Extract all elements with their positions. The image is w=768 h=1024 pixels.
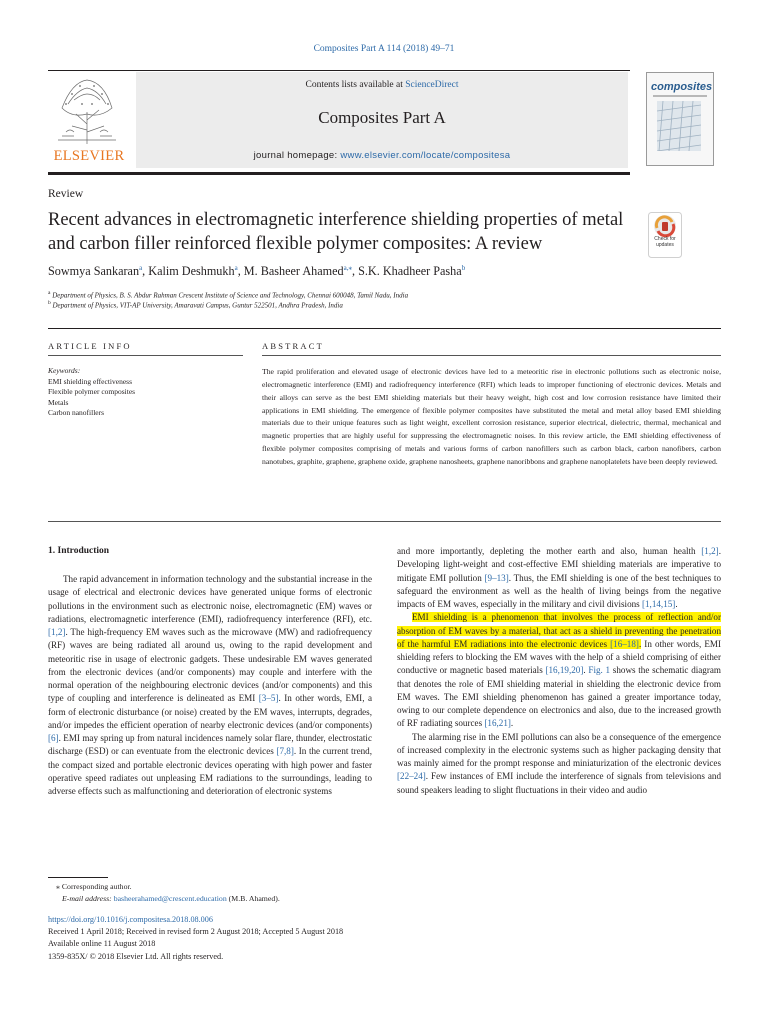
- text-run: .: [675, 599, 678, 609]
- front-matter-rule: [48, 328, 721, 329]
- contents-prefix: Contents lists available at: [305, 80, 406, 90]
- author-affiliation-marker[interactable]: a: [139, 264, 143, 272]
- abstract-rule: [262, 355, 721, 356]
- affiliation-a-marker: a: [48, 290, 51, 296]
- author-separator: ,: [237, 264, 244, 279]
- cover-subtitle-bar: [653, 95, 707, 97]
- text-run: .: [583, 665, 589, 676]
- citation-link[interactable]: [6]: [48, 733, 59, 743]
- header-bottom-rule: [48, 172, 630, 175]
- keywords-block: [48, 366, 243, 419]
- journal-homepage-line: [136, 150, 628, 161]
- author-affiliation-marker[interactable]: a: [234, 264, 238, 272]
- citation-link[interactable]: [22–24]: [397, 771, 426, 782]
- citation-link[interactable]: [1,2]: [48, 627, 66, 637]
- doi-link[interactable]: https://doi.org/10.1016/j.compositesa.2018.08.006: [48, 915, 213, 924]
- text-run: shows the schematic diagram that denotes the role of EMI shielding material in shielding the electronic device from EM waves. The EMI shielding phenomenon has gained a greater importance today, owing to our complete dependence on electronics and also, due to the increased growth of RF radiating sources: [397, 665, 721, 729]
- affiliation-a: [48, 290, 728, 299]
- author-affiliation-marker[interactable]: b: [461, 264, 466, 272]
- body-paragraph: [48, 573, 372, 798]
- citation-link[interactable]: [16–18]: [610, 638, 639, 649]
- header-top-rule: [48, 70, 630, 71]
- text-run: EMI shielding is a phenomenon that involves the process of reflection and/or absorption of EM waves by a material, that act as a shield in preventing the penetration of the harmful EM radiations into the electronic devices: [397, 612, 721, 649]
- text-run: . Thus, the EMI shielding is one of the best techniques to safeguard the environment as well as the health of living beings from the negative impacts of EM waves, especially in the military and civil divisions: [397, 572, 721, 609]
- paper-title: Recent advances in electromagnetic interference shielding properties of metal and carbon filler reinforced flexible polymer composites: A review: [48, 210, 624, 254]
- affiliation-b: [48, 300, 728, 309]
- journal-cover-image: [646, 72, 714, 166]
- author-name[interactable]: Sowmya Sankaran: [48, 264, 140, 279]
- text-run: . In other words, EMI, a form of electronic disturbance (or noise) created by the EM waves, interrupts, degrades, and/or impedes the efficient operation of nearby electronic devices (and/or components): [48, 693, 372, 730]
- author-name[interactable]: M. Basheer Ahamed: [243, 264, 344, 279]
- keyword-item: Carbon nanofillers: [48, 408, 105, 417]
- author-separator: ,: [352, 264, 359, 279]
- elsevier-wordmark: ELSEVIER: [53, 148, 125, 164]
- text-run: . EMI may spring up from natural incidences namely solar flare, thunder, electrostatic discharge (ESD) or can eventuate from the electronic devices: [48, 733, 372, 757]
- text-run: . Few instances of EMI include the interference of signals from televisions and sound speakers leading to slight fluctuations in their video and audio: [397, 771, 721, 795]
- author-name[interactable]: S.K. Khadheer Pasha: [358, 264, 462, 279]
- text-run: The rapid advancement in information technology and the substantial increase in the usage of electrical and electronic devices have generated unique forms of electronic pollutions in the environment such as electronic noise, electromagnetic (EM) waves or radiations, electromagnetic interference (EMI), radiofrequency interference (RFI), etc.: [48, 574, 372, 624]
- corresponding-author-note: ⁎ Corresponding author.: [56, 882, 132, 891]
- author-affiliation-marker[interactable]: a,⁎: [343, 264, 353, 272]
- affiliation-b-marker: b: [48, 300, 51, 306]
- text-run: . The high-frequency EM waves such as the microwave (MW) and radiofrequency (RF) waves are being radiated all around us, owing to the rapid development and meteoritic rise in usage of electronic gadgets. These undesirable EM waves generated from the electronic devices (and/or components) may couple and interfere with the normal operation of the neighbouring electronic devices (and/or components) and this type of coupling and interference is delineated as EMI: [48, 627, 372, 704]
- elsevier-logo: [48, 74, 128, 166]
- body-paragraph: [397, 545, 721, 611]
- check-for-updates-label[interactable]: Check for updates: [654, 236, 676, 248]
- body-paragraph: [397, 731, 721, 797]
- author-name[interactable]: Kalim Deshmukh: [148, 264, 235, 279]
- keywords-label: Keywords:: [48, 366, 81, 375]
- contents-line: [136, 80, 628, 90]
- affiliation-a-text: Department of Physics, B. S. Abdur Rahman Crescent Institute of Science and Technology, Chennai 600048, Tamil Nadu, India: [50, 291, 409, 300]
- elsevier-tree-icon: [52, 74, 122, 146]
- available-online-date: Available online 11 August 2018: [48, 939, 156, 949]
- article-type-label: Review: [48, 188, 84, 200]
- citation-link[interactable]: [16,19,20]: [545, 665, 584, 676]
- text-run: .: [510, 718, 514, 729]
- sciencedirect-link[interactable]: ScienceDirect: [405, 80, 459, 90]
- author-separator: ,: [142, 264, 149, 279]
- text-run: . Developing light-weight and cost-effective EMI shielding materials are imperative to mitigate EMI pollution: [397, 546, 721, 583]
- homepage-label: journal homepage:: [253, 150, 341, 161]
- citation-link[interactable]: [3–5]: [258, 693, 279, 704]
- citation-link[interactable]: [7,8]: [276, 746, 294, 757]
- author-list: [48, 264, 728, 279]
- text-run: and more importantly, depleting the mother earth and also, human health: [397, 546, 702, 556]
- article-info-heading: ARTICLE INFO: [48, 341, 132, 351]
- keyword-item: Flexible polymer composites: [48, 387, 136, 396]
- footnote-rule: [48, 877, 108, 878]
- email-note: [62, 894, 280, 903]
- cover-title: composites: [651, 81, 713, 93]
- citation-link[interactable]: [1,2]: [701, 546, 719, 556]
- abstract-heading: ABSTRACT: [262, 341, 324, 351]
- citation-link[interactable]: [16,21]: [484, 718, 511, 729]
- article-info-rule: [48, 355, 243, 356]
- email-label: E-mail address:: [62, 894, 114, 903]
- journal-homepage-link[interactable]: www.elsevier.com/locate/compositesa: [340, 150, 511, 161]
- publication-info: [48, 914, 548, 963]
- citation-link[interactable]: Fig. 1: [588, 665, 611, 676]
- abstract-text: The rapid proliferation and elevated usage of electronic devices have led to a meteoritic rise in electronic pollutions such as electronic noise, electromagnetic interference (EMI) and radiofrequency interference (RFI) which leads to improper functioning of electronic devices. Metals and their alloys can serve as the best EMI shielding materials but their heavy weight, high cost and low corrosion resistance have limited their applications in EMI shielding. The emergence of flexible polymer composites have substituted the metal and metal alloy based EMI shielding materials due to their unique features such as light weight, excellent corrosion resistance, superior electrical, dielectric, thermal, mechanical and magnetic properties that are highly useful for suppressing the electromagnetic noises. In this review article, the EMI shielding effectiveness of flexible polymer composites comprising of metals and various forms of carbon nanofillers such as carbon black, carbon nanofibers, carbon nanotubes, graphite, graphene, graphene oxide, graphene nanosheets, graphene nanoribbons and graphene nanoplatelets have been deeply reviewed.: [262, 367, 721, 466]
- email-suffix: (M.B. Ahamed).: [226, 894, 280, 903]
- journal-reference-link[interactable]: Composites Part A 114 (2018) 49–71: [313, 44, 455, 54]
- affiliation-b-text: Department of Physics, VIT-AP University, Amaravati Campus, Guntur 522501, Andhra Pradesh, India: [50, 301, 343, 310]
- journal-title: Composites Part A: [318, 108, 446, 127]
- text-run: .: [638, 638, 642, 649]
- check-for-updates-icon[interactable]: [648, 212, 682, 258]
- section-heading-introduction: 1. Introduction: [48, 546, 110, 556]
- text-run: The alarming rise in the EMI pollutions can also be a consequence of the emergence of increased complexity in the electronic systems such as higher packaging density that was mainly aimed for the prompt response and miniaturization of the electronic devices: [397, 731, 721, 768]
- body-paragraph-highlighted: [397, 611, 721, 730]
- author-email-link[interactable]: basheerahamed@crescent.education: [113, 894, 227, 903]
- cover-art-icon: [657, 101, 701, 151]
- citation-link[interactable]: [1,14,15]: [641, 599, 676, 609]
- copyright-line: 1359-835X/ © 2018 Elsevier Ltd. All rights reserved.: [48, 951, 224, 961]
- keyword-item: EMI shielding effectiveness: [48, 376, 133, 386]
- text-run: . In the current trend, the compact sized and portable electronic devices operating with high power and faster operative speed radiates out unpleasing EM radiations to the surroundings, leading to adverse effects such as malfunctioning and deterioration of electronic systems: [48, 746, 372, 796]
- keyword-item: Metals: [48, 397, 69, 407]
- body-column-right: [397, 545, 721, 797]
- abstract-bottom-rule: [48, 521, 721, 522]
- citation-link[interactable]: [9–13]: [484, 572, 509, 583]
- body-column-left: [48, 573, 372, 798]
- received-dates: Received 1 April 2018; Received in revised form 2 August 2018; Accepted 5 August 2018: [48, 927, 344, 937]
- text-run: In other words, EMI shielding refers to blocking the EM waves with the help of a shield comprising of either conductive or magnetic based materials: [397, 638, 721, 676]
